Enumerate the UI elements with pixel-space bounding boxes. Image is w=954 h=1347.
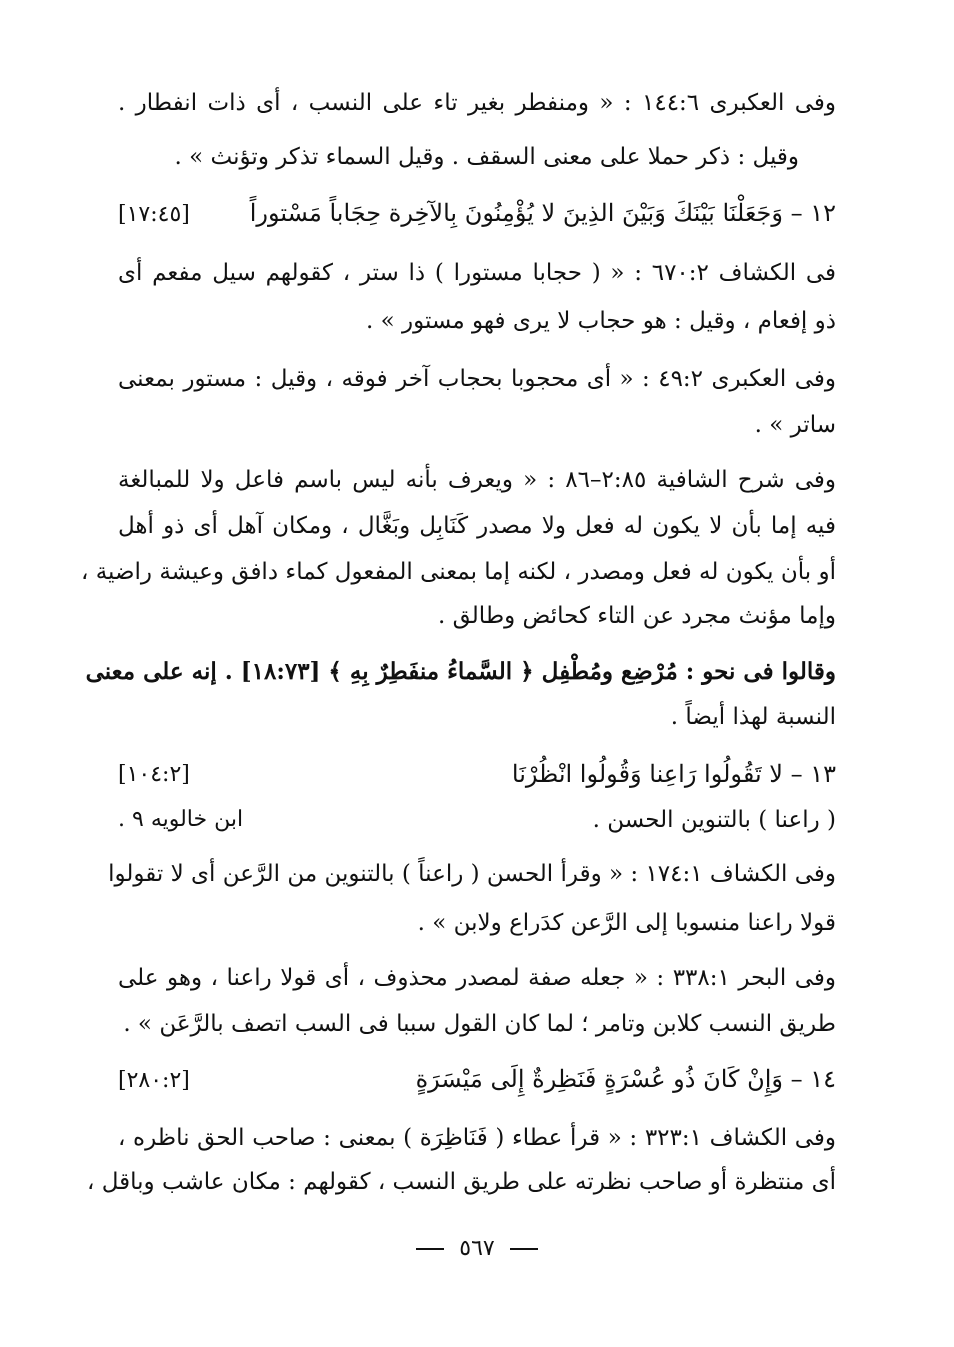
- text-line: فيه إما بأن لا يكون له فعل ولا مصدر كَنَابِل وبَغَّال ، ومكان آهل أى ذو أهل: [118, 513, 836, 539]
- verse-14-reference: [٢٨٠:٢]: [118, 1068, 190, 1093]
- text-line: طريق النسب كلابن وتامر ؛ لما كان القول سببا فى السب اتصف بالرَّعَن » .: [123, 1011, 836, 1037]
- verse-12-reference: [١٧:٤٥]: [118, 202, 190, 227]
- verse-13-reference: [١٠٤:٢]: [118, 762, 190, 787]
- text-line: ساتر » .: [754, 412, 836, 438]
- text-line: وقالوا فى نحو : مُرْضِع ومُطْفِل ﴿ السَّماءُ منفَطِرٌ بِهِ ﴾ [١٨:٧٣] . إنه على معنى: [85, 658, 836, 685]
- text-line: أى منتظرة أو صاحب نظرته على طريق النسب ، كقولهم : مكان عاشب وباقل ،: [86, 1169, 836, 1195]
- page-number: ٥٦٧: [459, 1236, 495, 1261]
- text-line: ذو إفعام ، وقيل : هو حجاب لا يرى فهو مستور » .: [365, 308, 836, 334]
- text-line: فى الكشاف ٦٧٠:٢ : « ( حجابا مستورا ) ذا ستر ، كقولهم سيل مفعم أى: [118, 260, 836, 286]
- text-line: وقيل : ذكر حملا على معنى السقف . وقيل السماء تذكر وتؤنث » .: [174, 144, 799, 170]
- text-line: وإما مؤنث مجرد عن التاء كحائض وطالق .: [438, 603, 836, 629]
- note-line: ( راعنا ) بالتنوين الحسن .: [592, 807, 836, 833]
- text-line: وفى العكبرى ٤٩:٢ : « أى محجوبا بحجاب آخر فوقه ، وقيل : مستور بمعنى: [118, 366, 836, 392]
- verse-14: ١٤ – وَإِنْ كَانَ ذُو عُسْرَةٍ فَنَظِرةٌ إِلَى مَيْسَرَةٍ: [415, 1065, 836, 1093]
- verse-13: ١٣ – لا تَقُولُوا رَاعِنا وَقُولُوا انْظُرْنَا: [511, 760, 836, 788]
- footer-dash: [510, 1248, 538, 1250]
- source-note: ابن خالويه ٩ .: [118, 807, 244, 832]
- text-line: وفى شرح الشافية ٢:٨٥–٨٦ : « ويعرف بأنه ليس باسم فاعل ولا للمبالغة: [118, 467, 836, 493]
- text-line: قولا راعنا منسوبا إلى الرَّعن كدَراع ولابن » .: [417, 910, 836, 936]
- text-line: وفى الكشاف ٣٢٣:١ : « قرأ عطاء ( فَنَاظِرَة ) بمعنى : صاحب الحق ناظره ،: [118, 1125, 836, 1151]
- page-number-footer: [0, 1236, 954, 1261]
- verse-12: ١٢ – وَجَعَلْنَا بَيْنَكَ وَبَيْنَ الذِينَ لا يُؤْمِنُونَ بِالآخِرة حِجَاباً مَسْتوراً: [249, 199, 836, 227]
- text-line: وفى البحر ٣٣٨:١ : « جعله صفة لمصدر محذوف ، أى قولا راعنا ، وهو على: [118, 965, 836, 991]
- footer-dash: [416, 1248, 444, 1250]
- text-line: وفى الكشاف ١٧٤:١ : « وقرأ الحسن ( راعناً ) بالتنوين من الرَّعن أى لا تقولوا: [108, 861, 836, 887]
- text-line: النسبة لهذا أيضاً .: [670, 704, 836, 730]
- text-line: وفى العكبرى ١٤٤:٦ : « ومنفطر بغير تاء على النسب ، أى ذات انفطار .: [118, 90, 837, 116]
- text-line: أو بأن يكون له فعل ومصدر ، لكنه إما بمعنى المفعول كماء دافق وعيشة راضية ،: [80, 559, 836, 585]
